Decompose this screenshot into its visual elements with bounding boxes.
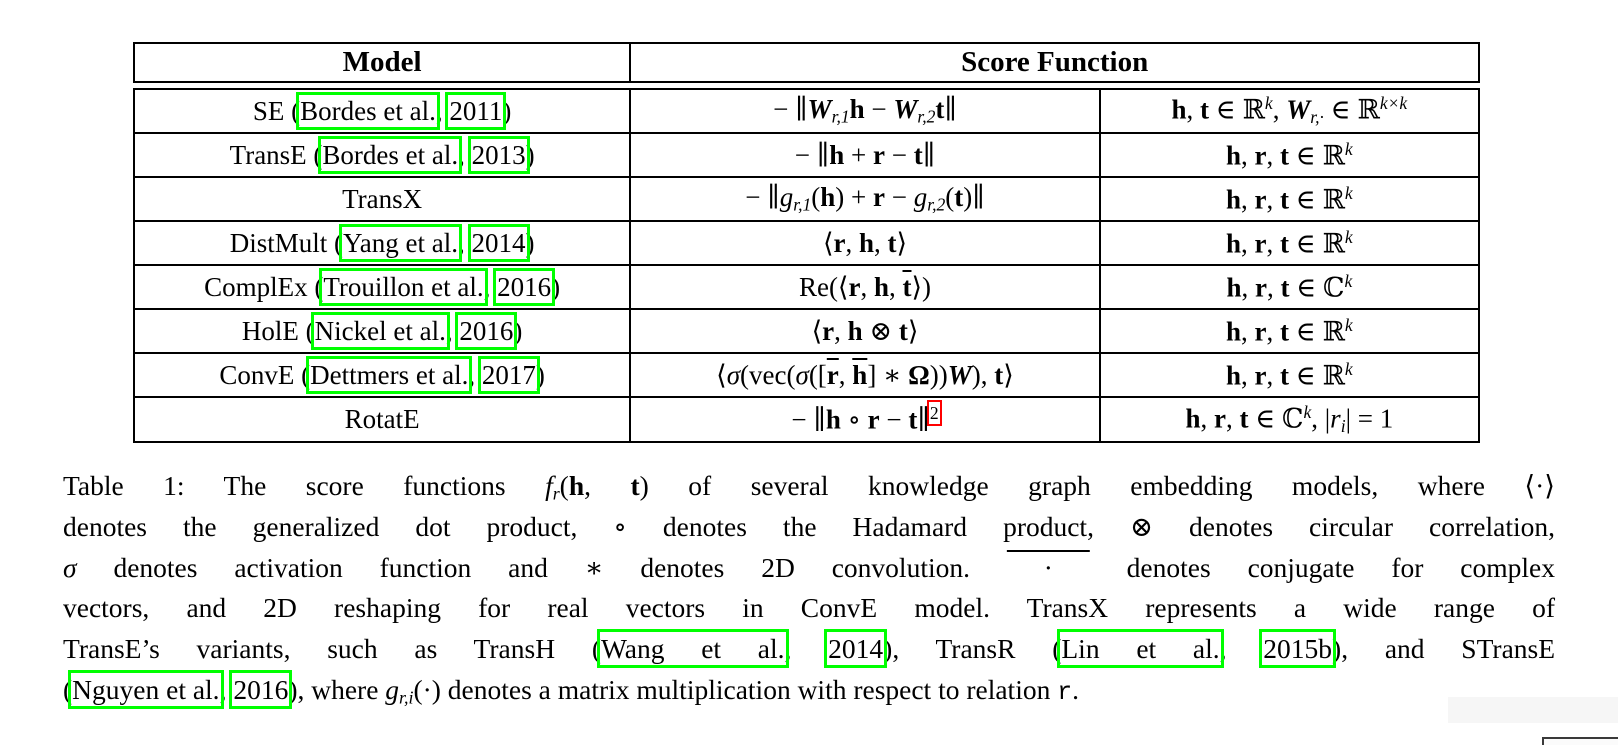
text-run: r xyxy=(1330,403,1341,434)
text-run: r xyxy=(833,227,846,258)
table-header-row xyxy=(134,43,1479,82)
text-run: | = 1 xyxy=(1345,403,1394,434)
text-run: ∈ ℂ xyxy=(1248,403,1304,434)
text-run: TransX xyxy=(342,183,423,214)
text-run: , xyxy=(889,271,903,302)
citation-link[interactable]: 2011 xyxy=(449,95,503,126)
partial-overlay-box xyxy=(1542,737,1618,745)
text-run: h xyxy=(829,139,845,170)
text-run: , xyxy=(784,633,829,665)
table-row-rotate xyxy=(134,397,1479,442)
text-run: h xyxy=(873,271,889,302)
score-cell xyxy=(630,397,1099,442)
text-run: , xyxy=(834,315,848,346)
citation-link[interactable]: 2017 xyxy=(481,359,536,390)
text-run: , xyxy=(1241,184,1255,215)
text-run: + xyxy=(844,139,873,170)
text-run: k xyxy=(1344,138,1353,159)
constraint-cell xyxy=(1100,353,1479,397)
text-run: t xyxy=(913,139,923,170)
text-run: ⟨ xyxy=(716,359,727,390)
text-run: t xyxy=(1279,228,1289,259)
citation-link[interactable]: 2014 xyxy=(828,633,884,665)
text-run: ), xyxy=(971,359,995,390)
text-run: , xyxy=(1266,316,1280,347)
citation-link[interactable]: Lin et al. xyxy=(1061,633,1220,665)
text-run: h xyxy=(1226,272,1242,303)
text-run: r xyxy=(873,139,885,170)
text-run: denotes the generalized dot product, ∘ denotes the Hadamard product, ⊗ denotes circular correlation, xyxy=(63,510,1555,542)
text-run: . xyxy=(1072,673,1079,705)
text-run: r,1 xyxy=(793,194,812,215)
text-run: · xyxy=(1006,551,1090,583)
text-run: r xyxy=(1254,228,1267,259)
citation-link[interactable]: 2013 xyxy=(471,139,526,170)
constraint-cell xyxy=(1100,221,1479,265)
text-run: ∈ ℝ xyxy=(1288,228,1345,259)
text-run: σ xyxy=(63,551,77,583)
text-run: )) xyxy=(929,359,948,390)
table-header-score-function: Score Function xyxy=(630,43,1479,82)
text-run: , xyxy=(483,271,498,302)
text-run: k xyxy=(1344,270,1353,291)
text-run: $\overline{r}$ xyxy=(826,359,839,390)
text-run: t xyxy=(1279,316,1289,347)
citation-link[interactable]: Bordes et al. xyxy=(300,95,436,126)
text-run: vectors, and 2D reshaping for real vectors in ConvE model. TransX represents a wide range of xyxy=(63,592,1555,624)
text-run: t xyxy=(898,315,908,346)
text-run: r xyxy=(1214,403,1226,434)
text-run: Re(⟨ xyxy=(798,271,849,302)
text-run: h xyxy=(1225,184,1241,215)
score-cell xyxy=(630,133,1099,177)
text-run: ) xyxy=(525,227,535,258)
text-run: W xyxy=(893,94,918,125)
text-run: , xyxy=(1266,360,1280,391)
model-cell xyxy=(134,353,630,397)
text-run: r xyxy=(822,315,835,346)
text-run: g xyxy=(385,673,400,705)
text-run: ⊗ xyxy=(862,315,899,346)
text-run: k×k xyxy=(1379,93,1408,114)
text-run: k xyxy=(1344,358,1353,379)
text-run: r,· xyxy=(1310,107,1324,128)
text-run: t xyxy=(630,470,640,501)
text-run: ∥ xyxy=(944,94,957,125)
text-run: − ∥ xyxy=(773,94,808,125)
model-cell xyxy=(134,265,630,309)
caption-line xyxy=(63,670,1555,711)
text-run: $\overline{t}$ xyxy=(902,271,912,302)
text-run: , xyxy=(1186,95,1200,126)
text-run: t xyxy=(887,227,897,258)
text-run: k xyxy=(1344,226,1353,247)
text-run: W xyxy=(807,94,832,125)
text-run: t xyxy=(1279,184,1289,215)
caption-line xyxy=(63,466,1555,507)
constraint-cell xyxy=(1100,265,1479,309)
caption-line xyxy=(63,548,1555,589)
score-cell xyxy=(630,265,1099,309)
text-run: , xyxy=(1241,228,1255,259)
text-run: ([ xyxy=(808,359,827,390)
table-caption xyxy=(63,466,1555,711)
text-run: ComplEx ( xyxy=(204,271,324,302)
text-run: W xyxy=(1286,95,1311,126)
text-run: , xyxy=(1241,360,1255,391)
citation-link[interactable]: 2016 xyxy=(233,673,289,705)
table-row-distmult xyxy=(134,221,1479,265)
text-run: σ xyxy=(795,359,809,390)
text-run: − ∥ xyxy=(745,182,780,213)
text-run: f xyxy=(545,470,553,501)
text-run: , xyxy=(874,227,888,258)
text-run: t xyxy=(1280,272,1290,303)
text-run: h xyxy=(1185,403,1201,434)
text-run: − xyxy=(884,182,914,213)
text-run: i xyxy=(1340,416,1346,436)
text-run: h xyxy=(1225,140,1241,171)
model-cell xyxy=(134,221,630,265)
score-table-body-section xyxy=(133,88,1480,398)
text-run: k xyxy=(1264,93,1273,114)
text-run: t xyxy=(954,182,964,213)
text-run: r xyxy=(848,271,861,302)
table-header-model: Model xyxy=(134,43,630,82)
text-run: , xyxy=(1241,316,1255,347)
model-cell xyxy=(134,177,630,221)
caption-line xyxy=(63,507,1555,548)
text-run: , xyxy=(1266,228,1280,259)
text-run: r xyxy=(873,182,885,213)
model-cell xyxy=(134,397,630,442)
text-run: ⟨ xyxy=(811,315,823,346)
text-run: t xyxy=(1279,140,1289,171)
score-table-header-section xyxy=(133,42,1480,83)
text-run: ⟩) xyxy=(911,271,932,302)
text-run: , xyxy=(468,359,482,390)
page-corner-smudge xyxy=(1448,697,1618,723)
score-cell xyxy=(630,221,1099,265)
text-run: Table 1: The score functions xyxy=(63,470,546,501)
text-run: , xyxy=(1266,140,1280,171)
text-run: h xyxy=(568,470,585,501)
text-run: − ∥ xyxy=(794,139,830,170)
table-row-hole xyxy=(134,309,1479,353)
text-run: ) xyxy=(525,139,535,170)
text-run: denotes conjugate for complex xyxy=(1089,551,1555,583)
score-table-rotate-section xyxy=(133,396,1480,443)
text-run: h xyxy=(847,315,863,346)
citation-link[interactable]: Wang et al. xyxy=(600,633,785,665)
text-run: t xyxy=(994,359,1004,390)
text-run: , xyxy=(1241,272,1255,303)
text-run: g xyxy=(779,182,794,213)
score-cell xyxy=(630,89,1099,133)
text-run: ) of several knowledge graph embedding models, where ⟨·⟩ xyxy=(639,470,1555,501)
text-run: ( xyxy=(63,673,73,705)
text-run: ∈ ℝ xyxy=(1288,360,1345,391)
text-run: r,2 xyxy=(927,194,946,215)
citation-link[interactable]: 2014 xyxy=(471,227,526,258)
text-run: HolE ( xyxy=(241,315,315,346)
citation-link[interactable]: 2015b xyxy=(1263,633,1333,665)
text-run: ∥ xyxy=(917,404,930,435)
caption-line xyxy=(63,588,1555,629)
text-run: , xyxy=(1272,95,1287,126)
text-run: g xyxy=(913,182,928,213)
text-run: r xyxy=(1254,316,1267,347)
text-run: ConvE ( xyxy=(219,359,311,390)
text-run: ∥ xyxy=(922,139,936,170)
text-run: k xyxy=(1344,314,1353,335)
text-run: $\overline{h}$ xyxy=(852,359,868,390)
text-run: t xyxy=(1279,360,1289,391)
text-run: ( xyxy=(945,182,955,213)
text-run: denotes activation function and ∗ denotes 2D convolution. xyxy=(76,551,1007,583)
text-run: − xyxy=(864,94,894,125)
text-run: k xyxy=(1303,401,1312,422)
text-run: h xyxy=(825,404,841,435)
text-run: RotatE xyxy=(344,404,420,434)
text-run: ∘ xyxy=(840,404,868,435)
text-run: ( xyxy=(559,470,569,501)
text-run: ] ∗ xyxy=(867,359,909,390)
citation-link[interactable]: Dettmers et al. xyxy=(310,359,469,390)
text-run: r xyxy=(552,483,560,504)
text-run: − ∥ xyxy=(791,404,826,435)
text-run: , xyxy=(219,673,234,705)
text-run: h xyxy=(1171,95,1187,126)
text-run: ) xyxy=(535,359,545,390)
constraint-cell xyxy=(1100,397,1479,442)
text-run: ) + xyxy=(835,182,873,213)
constraint-cell xyxy=(1100,309,1479,353)
text-run: ) xyxy=(502,95,512,126)
table-row-se xyxy=(134,89,1479,133)
text-run: SE ( xyxy=(252,95,301,126)
text-run: r xyxy=(1254,140,1267,171)
score-cell xyxy=(630,177,1099,221)
text-run: W xyxy=(947,359,972,390)
text-run: h xyxy=(820,182,836,213)
text-run: h xyxy=(1225,316,1241,347)
table-row-transe xyxy=(134,133,1479,177)
text-run: r,i xyxy=(399,687,414,708)
text-run: r xyxy=(1057,678,1073,707)
table-row-conve xyxy=(134,353,1479,397)
text-run: DistMult ( xyxy=(229,227,344,258)
text-run: ∈ ℝ xyxy=(1288,184,1345,215)
text-run: (vec( xyxy=(740,359,796,390)
text-run: t xyxy=(1239,403,1249,434)
text-run: h xyxy=(849,94,865,125)
text-run: ∈ ℝ xyxy=(1288,316,1345,347)
text-run: TransE ( xyxy=(229,139,323,170)
citation-link[interactable]: Bordes et al. xyxy=(322,139,459,170)
text-run: , xyxy=(845,227,859,258)
text-run: ), TransR ( xyxy=(883,633,1062,665)
text-run: t xyxy=(908,404,918,435)
text-run: ( xyxy=(811,182,821,213)
constraint-cell xyxy=(1100,89,1479,133)
text-run: ∈ ℝ xyxy=(1323,95,1380,126)
text-run: , xyxy=(458,227,472,258)
text-run: , | xyxy=(1311,403,1331,434)
text-run: ∈ ℂ xyxy=(1289,272,1345,303)
constraint-cell xyxy=(1100,177,1479,221)
text-run: , xyxy=(860,271,874,302)
model-cell xyxy=(134,133,630,177)
caption-line xyxy=(63,629,1555,670)
text-run: ⟩ xyxy=(907,315,919,346)
text-run: , xyxy=(838,359,853,390)
text-run: ⟩ xyxy=(896,227,908,258)
text-run: ∈ ℝ xyxy=(1288,140,1345,171)
text-run: , xyxy=(1266,272,1281,303)
text-run: , xyxy=(445,315,460,346)
text-run: ) xyxy=(551,271,561,302)
table-row-complex xyxy=(134,265,1479,309)
text-run: )∥ xyxy=(963,182,985,213)
text-run: , xyxy=(1241,140,1255,171)
text-run: r xyxy=(1254,360,1267,391)
table-row-transx xyxy=(134,177,1479,221)
citation-link[interactable]: Yang et al. xyxy=(343,227,459,258)
text-run: − xyxy=(879,404,909,435)
text-run: t xyxy=(1199,95,1209,126)
text-run: h xyxy=(858,227,874,258)
score-cell xyxy=(630,353,1099,397)
citation-link[interactable]: Nickel et al. xyxy=(314,315,446,346)
text-run: TransE’s variants, such as TransH ( xyxy=(63,633,601,665)
text-run: (·) denotes a matrix multiplication with respect to relation xyxy=(413,673,1058,705)
text-run: − xyxy=(884,139,914,170)
text-run: r xyxy=(867,404,880,435)
model-cell xyxy=(134,89,630,133)
text-run: , xyxy=(1266,184,1280,215)
score-cell xyxy=(630,309,1099,353)
text-run: , xyxy=(1200,403,1215,434)
text-run: h xyxy=(1225,228,1241,259)
text-run: r xyxy=(1254,272,1267,303)
text-run: k xyxy=(1344,182,1353,203)
highlighted-superscript: 2 xyxy=(929,403,939,424)
text-run: ), and STransE xyxy=(1332,633,1556,665)
citation-link[interactable]: Nguyen et al. xyxy=(72,673,220,705)
model-cell xyxy=(134,309,630,353)
text-run: , xyxy=(1226,403,1240,434)
text-run: ) xyxy=(513,315,523,346)
text-run: r xyxy=(1254,184,1267,215)
text-run: t xyxy=(935,94,945,125)
text-run: σ xyxy=(726,359,741,390)
constraint-cell xyxy=(1100,133,1479,177)
text-run: r,1 xyxy=(831,106,850,127)
text-run: , xyxy=(584,470,631,501)
text-run: ⟩ xyxy=(1003,359,1014,390)
citation-link[interactable]: 2016 xyxy=(459,315,514,346)
citation-link[interactable]: 2016 xyxy=(497,271,552,302)
text-run: ⟨ xyxy=(822,227,834,258)
text-run: , xyxy=(435,95,450,126)
text-run: Ω xyxy=(908,359,930,390)
text-run: h xyxy=(1225,360,1241,391)
text-run: ), where xyxy=(288,673,386,705)
text-run: ∈ ℝ xyxy=(1208,95,1265,126)
citation-link[interactable]: Trouillon et al. xyxy=(323,271,484,302)
text-run: , xyxy=(458,139,472,170)
text-run: , xyxy=(1219,633,1264,665)
text-run: r,2 xyxy=(917,106,936,127)
